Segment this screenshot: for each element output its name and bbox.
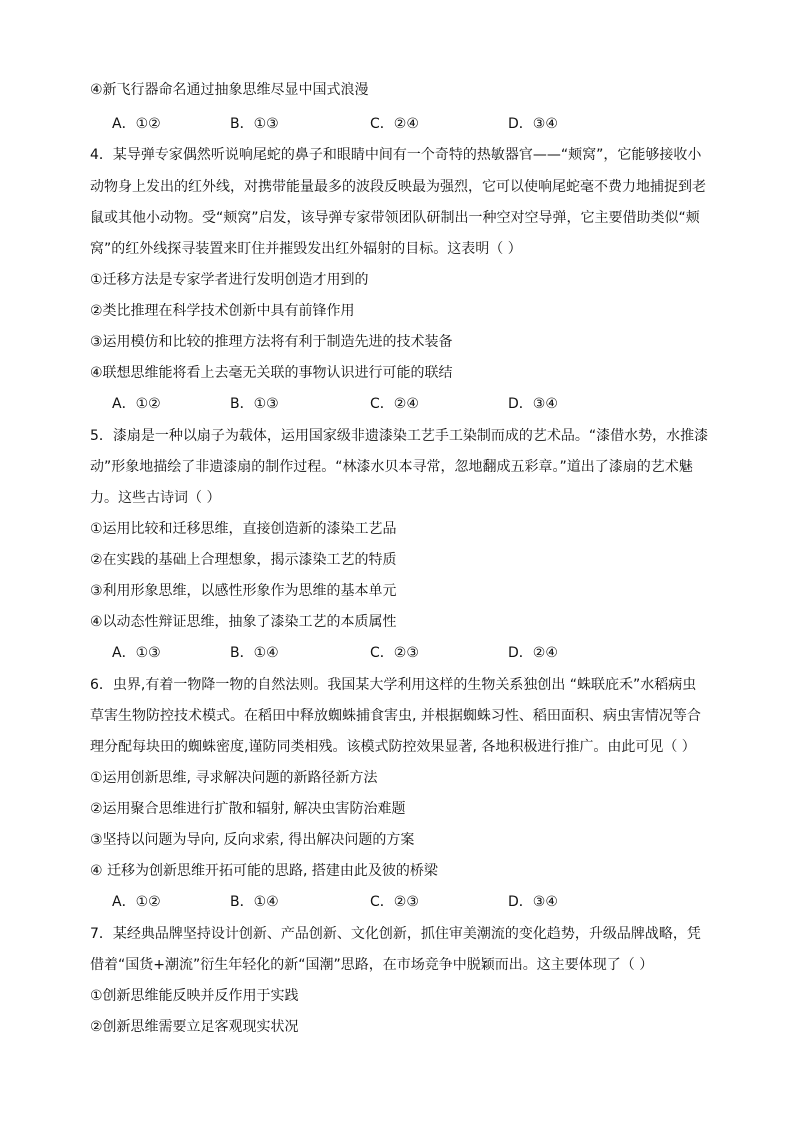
choice-item: ③利用形象思维，以感性形象作为思维的基本单元 <box>90 583 397 599</box>
question-7-stem: 借着“国货+潮流”衍生年轻化的新“国潮”思路，在市场竞争中脱颖而出。这主要体现了（ ） <box>90 957 654 973</box>
answer-options <box>112 643 632 663</box>
option-d: D．②④ <box>508 645 558 661</box>
question-7-stem: 7．某经典品牌坚持设计创新、产品创新、文化创新，抓住审美潮流的变化趋势，升级品牌战略，凭 <box>90 926 701 942</box>
option-c: C．②③ <box>370 894 419 910</box>
choice-item: ③坚持以问题为导向, 反向求索, 得出解决问题的方案 <box>90 832 415 848</box>
choice-item: ④新飞行器命名通过抽象思维尽显中国式浪漫 <box>90 82 369 98</box>
option-d: D．③④ <box>508 396 558 412</box>
choice-item: ②类比推理在科学技术创新中具有前锋作用 <box>90 303 355 319</box>
choice-item: ②创新思维需要立足客观现实状况 <box>90 1019 299 1035</box>
option-b: B．①③ <box>230 396 279 412</box>
choice-item: ④以动态性辩证思维，抽象了漆染工艺的本质属性 <box>90 614 397 630</box>
question-5-stem: 力。这些古诗词（ ） <box>90 490 221 506</box>
question-5-stem: 动”形象地描绘了非遗漆扇的制作过程。“林漆水贝本寻常，忽地翻成五彩章。”道出了漆扇的艺术魅 <box>90 459 693 475</box>
question-5-stem: 5．漆扇是一种以扇子为载体，运用国家级非遗漆染工艺手工染制而成的艺术品。“漆借水势，水推漆 <box>90 428 709 444</box>
choice-item: ①运用创新思维, 寻求解决问题的新路径新方法 <box>90 770 378 786</box>
choice-item: ②在实践的基础上合理想象，揭示漆染工艺的特质 <box>90 552 397 568</box>
question-6-stem: 6．虫界,有着一物降一物的自然法则。我国某大学利用这样的生物关系独创出 “蛛联庇禾”水稻病虫 <box>90 677 697 693</box>
choice-item: ①创新思维能反映并反作用于实践 <box>90 988 299 1004</box>
option-b: B．①④ <box>230 894 279 910</box>
option-a: A．①② <box>112 396 161 412</box>
option-c: C．②④ <box>370 116 419 132</box>
choice-item: ①迁移方法是专家学者进行发明创造才用到的 <box>90 272 369 288</box>
option-a: A．①③ <box>112 645 161 661</box>
option-d: D．③④ <box>508 894 558 910</box>
answer-options <box>112 892 632 912</box>
choice-item: ④ 迁移为创新思维开拓可能的思路, 搭建由此及彼的桥梁 <box>90 863 438 879</box>
answer-options <box>112 394 632 414</box>
choice-item: ①运用比较和迁移思维，直接创造新的漆染工艺品 <box>90 521 397 537</box>
question-4-stem: 4．某导弹专家偶然听说响尾蛇的鼻子和眼睛中间有一个奇特的热敏器官——“颊窝”，它能够接收小 <box>90 147 702 163</box>
question-4-stem: 窝”的红外线探寻装置来盯住并摧毁发出红外辐射的目标。这表明（ ） <box>90 241 522 257</box>
choice-item: ③运用模仿和比较的推理方法将有利于制造先进的技术装备 <box>90 334 453 350</box>
option-c: C．②③ <box>370 645 419 661</box>
choice-item: ④联想思维能将看上去毫无关联的事物认识进行可能的联结 <box>90 365 453 381</box>
question-6-stem: 草害生物防控技术模式。在稻田中释放蜘蛛捕食害虫, 并根据蜘蛛习性、稻田面积、病虫害情况等合 <box>90 708 701 724</box>
question-4-stem: 动物身上发出的红外线，对携带能量最多的波段反映最为强烈，它可以使响尾蛇毫不费力地捕捉到老 <box>90 179 706 195</box>
option-a: A．①② <box>112 894 161 910</box>
question-4-stem: 鼠或其他小动物。受“颊窝”启发，该导弹专家带领团队研制出一种空对空导弹，它主要借助类似“颊 <box>90 210 700 226</box>
option-a: A．①② <box>112 116 161 132</box>
option-c: C．②④ <box>370 396 419 412</box>
choice-item: ②运用聚合思维进行扩散和辐射, 解决虫害防治难题 <box>90 801 406 817</box>
option-b: B．①③ <box>230 116 279 132</box>
option-d: D．③④ <box>508 116 558 132</box>
option-b: B．①④ <box>230 645 279 661</box>
answer-options <box>112 114 632 134</box>
question-6-stem: 理分配每块田的蜘蛛密度,谨防同类相残。该模式防控效果显著, 各地积极进行推广。由此可见（ ） <box>90 739 696 755</box>
